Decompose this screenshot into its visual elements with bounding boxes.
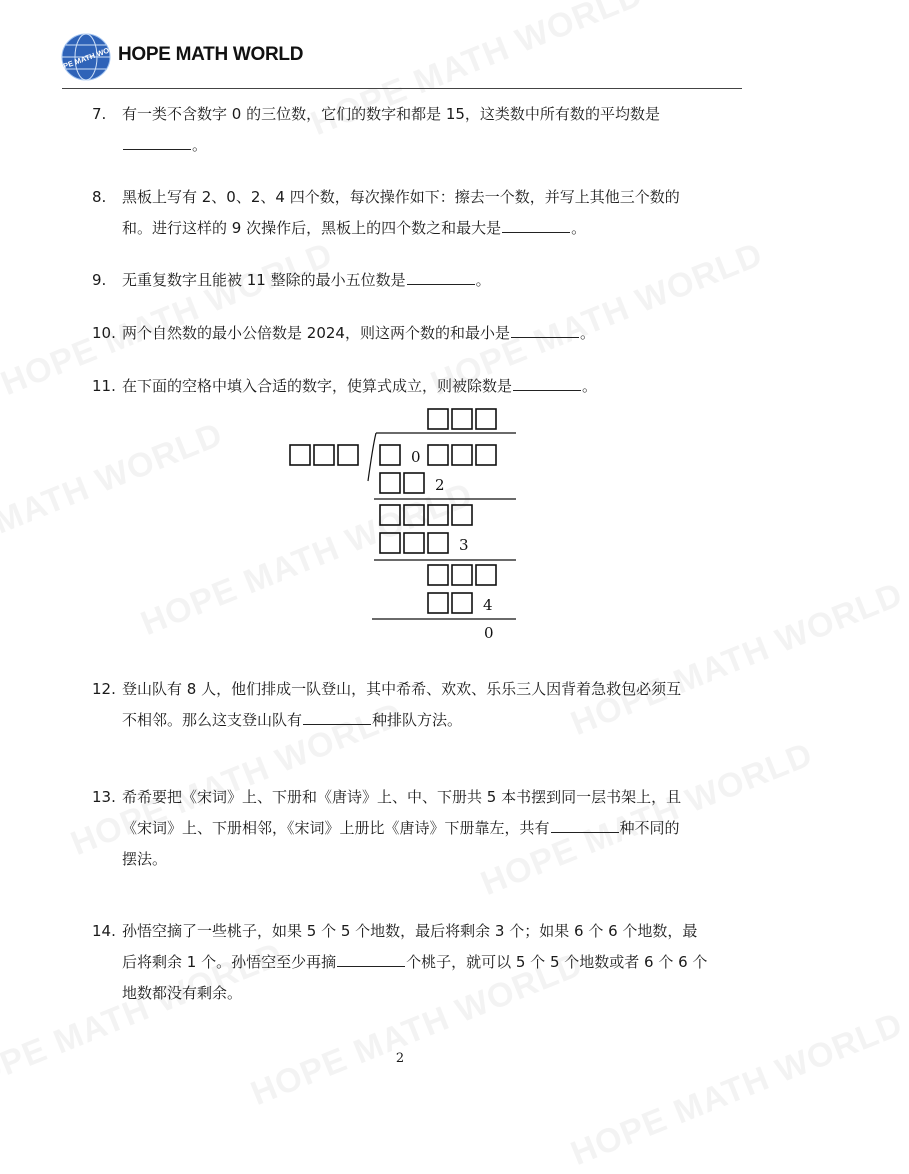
question-text: 和。进行这样的 9 次操作后，黑板上的四个数之和最大是 bbox=[122, 219, 502, 237]
question-number: 10. bbox=[92, 324, 116, 342]
digit-box[interactable] bbox=[380, 533, 400, 553]
question-text: 有一类不含数字 0 的三位数，它们的数字和都是 15，这类数中所有数的平均数是 bbox=[122, 105, 660, 123]
given-digit: 3 bbox=[459, 536, 469, 554]
digit-box[interactable] bbox=[290, 445, 310, 465]
question-text: 不相邻。那么这支登山队有 bbox=[122, 711, 303, 729]
question-text: 。 bbox=[571, 219, 587, 237]
division-bracket bbox=[368, 433, 376, 481]
third-product-row bbox=[428, 593, 493, 614]
second-product-row bbox=[380, 533, 469, 554]
digit-box[interactable] bbox=[428, 565, 448, 585]
given-digit: 0 bbox=[411, 448, 421, 466]
question-text: 黑板上写有 2、0、2、4 四个数，每次操作如下：擦去一个数，并写上其他三个数的 bbox=[122, 188, 680, 206]
answer-blank[interactable] bbox=[407, 270, 475, 285]
digit-box[interactable] bbox=[428, 409, 448, 429]
digit-box[interactable] bbox=[428, 505, 448, 525]
second-remainder-row bbox=[428, 565, 496, 585]
first-product-row bbox=[380, 473, 445, 494]
answer-blank[interactable] bbox=[123, 135, 191, 150]
digit-box[interactable] bbox=[404, 473, 424, 493]
answer-blank[interactable] bbox=[337, 952, 405, 967]
divisor-boxes bbox=[290, 445, 358, 465]
question-number: 8. bbox=[92, 188, 107, 206]
question-text: 《宋词》上、下册相邻，《宋词》上册比《唐诗》下册靠左，共有 bbox=[122, 819, 550, 837]
question-text: 孙悟空摘了一些桃子，如果 5 个 5 个地数，最后将剩余 3 个；如果 6 个 6 个地数，最 bbox=[122, 922, 698, 940]
question-number: 14. bbox=[92, 922, 116, 940]
digit-box[interactable] bbox=[314, 445, 334, 465]
digit-box[interactable] bbox=[476, 445, 496, 465]
digit-box[interactable] bbox=[380, 505, 400, 525]
answer-blank[interactable] bbox=[513, 376, 581, 391]
question-number: 12. bbox=[92, 680, 116, 698]
brand-name: HOPE MATH WORLD bbox=[118, 44, 304, 65]
given-digit: 2 bbox=[435, 476, 445, 494]
final-remainder: 0 bbox=[484, 624, 494, 642]
question-text: 。 bbox=[582, 377, 598, 395]
digit-box[interactable] bbox=[338, 445, 358, 465]
question-text: 登山队有 8 人，他们排成一队登山，其中希希、欢欢、乐乐三人因背着急救包必须互 bbox=[122, 680, 682, 698]
digit-box[interactable] bbox=[452, 505, 472, 525]
given-digit: 4 bbox=[483, 596, 493, 614]
digit-box[interactable] bbox=[452, 409, 472, 429]
digit-box[interactable] bbox=[476, 565, 496, 585]
question-text: 。 bbox=[579, 324, 595, 342]
answer-blank[interactable] bbox=[502, 218, 570, 233]
question-number: 7. bbox=[92, 105, 107, 123]
digit-box[interactable] bbox=[428, 533, 448, 553]
answer-blank[interactable] bbox=[551, 818, 619, 833]
question-number: 11. bbox=[92, 377, 116, 395]
dividend-row bbox=[380, 445, 496, 466]
globe-logo-icon bbox=[51, 30, 125, 82]
logo-text: HOPE MATH WORLD bbox=[51, 40, 125, 75]
digit-box[interactable] bbox=[404, 533, 424, 553]
question-text: 后将剩余 1 个。孙悟空至少再摘 bbox=[122, 953, 337, 971]
question-text: 两个自然数的最小公倍数是 2024，则这两个数的和最小是 bbox=[122, 324, 510, 342]
digit-box[interactable] bbox=[404, 505, 424, 525]
digit-box[interactable] bbox=[452, 565, 472, 585]
digit-box[interactable] bbox=[452, 445, 472, 465]
first-remainder-row bbox=[380, 505, 472, 525]
answer-blank[interactable] bbox=[303, 710, 371, 725]
question-text: 地数都没有剩余。 bbox=[122, 984, 243, 1002]
question-text: 。 bbox=[192, 136, 208, 154]
question-text: 希希要把《宋词》上、下册和《唐诗》上、中、下册共 5 本书摆到同一层书架上，且 bbox=[122, 788, 682, 806]
digit-box[interactable] bbox=[428, 445, 448, 465]
question-text: 种排队方法。 bbox=[372, 711, 463, 729]
question-text: 。 bbox=[475, 271, 491, 289]
question-text: 无重复数字且能被 11 整除的最小五位数是 bbox=[122, 271, 406, 289]
watermark bbox=[0, 415, 229, 584]
header-divider bbox=[62, 88, 742, 89]
question-text: 个桃子，就可以 5 个 5 个地数或者 6 个 6 个 bbox=[406, 953, 708, 971]
digit-box[interactable] bbox=[380, 445, 400, 465]
question-text: 种不同的 bbox=[619, 819, 680, 837]
long-division-diagram bbox=[280, 405, 530, 645]
answer-blank[interactable] bbox=[511, 323, 579, 338]
question-text: 摆法。 bbox=[122, 850, 168, 868]
question-text: 在下面的空格中填入合适的数字，使算式成立，则被除数是 bbox=[122, 377, 513, 395]
page-number: 2 bbox=[395, 1051, 405, 1066]
question-number: 13. bbox=[92, 788, 116, 806]
digit-box[interactable] bbox=[428, 593, 448, 613]
digit-box[interactable] bbox=[380, 473, 400, 493]
watermark bbox=[566, 1005, 909, 1174]
quotient-boxes bbox=[428, 409, 496, 429]
question-number: 9. bbox=[92, 271, 107, 289]
digit-box[interactable] bbox=[476, 409, 496, 429]
digit-box[interactable] bbox=[452, 593, 472, 613]
